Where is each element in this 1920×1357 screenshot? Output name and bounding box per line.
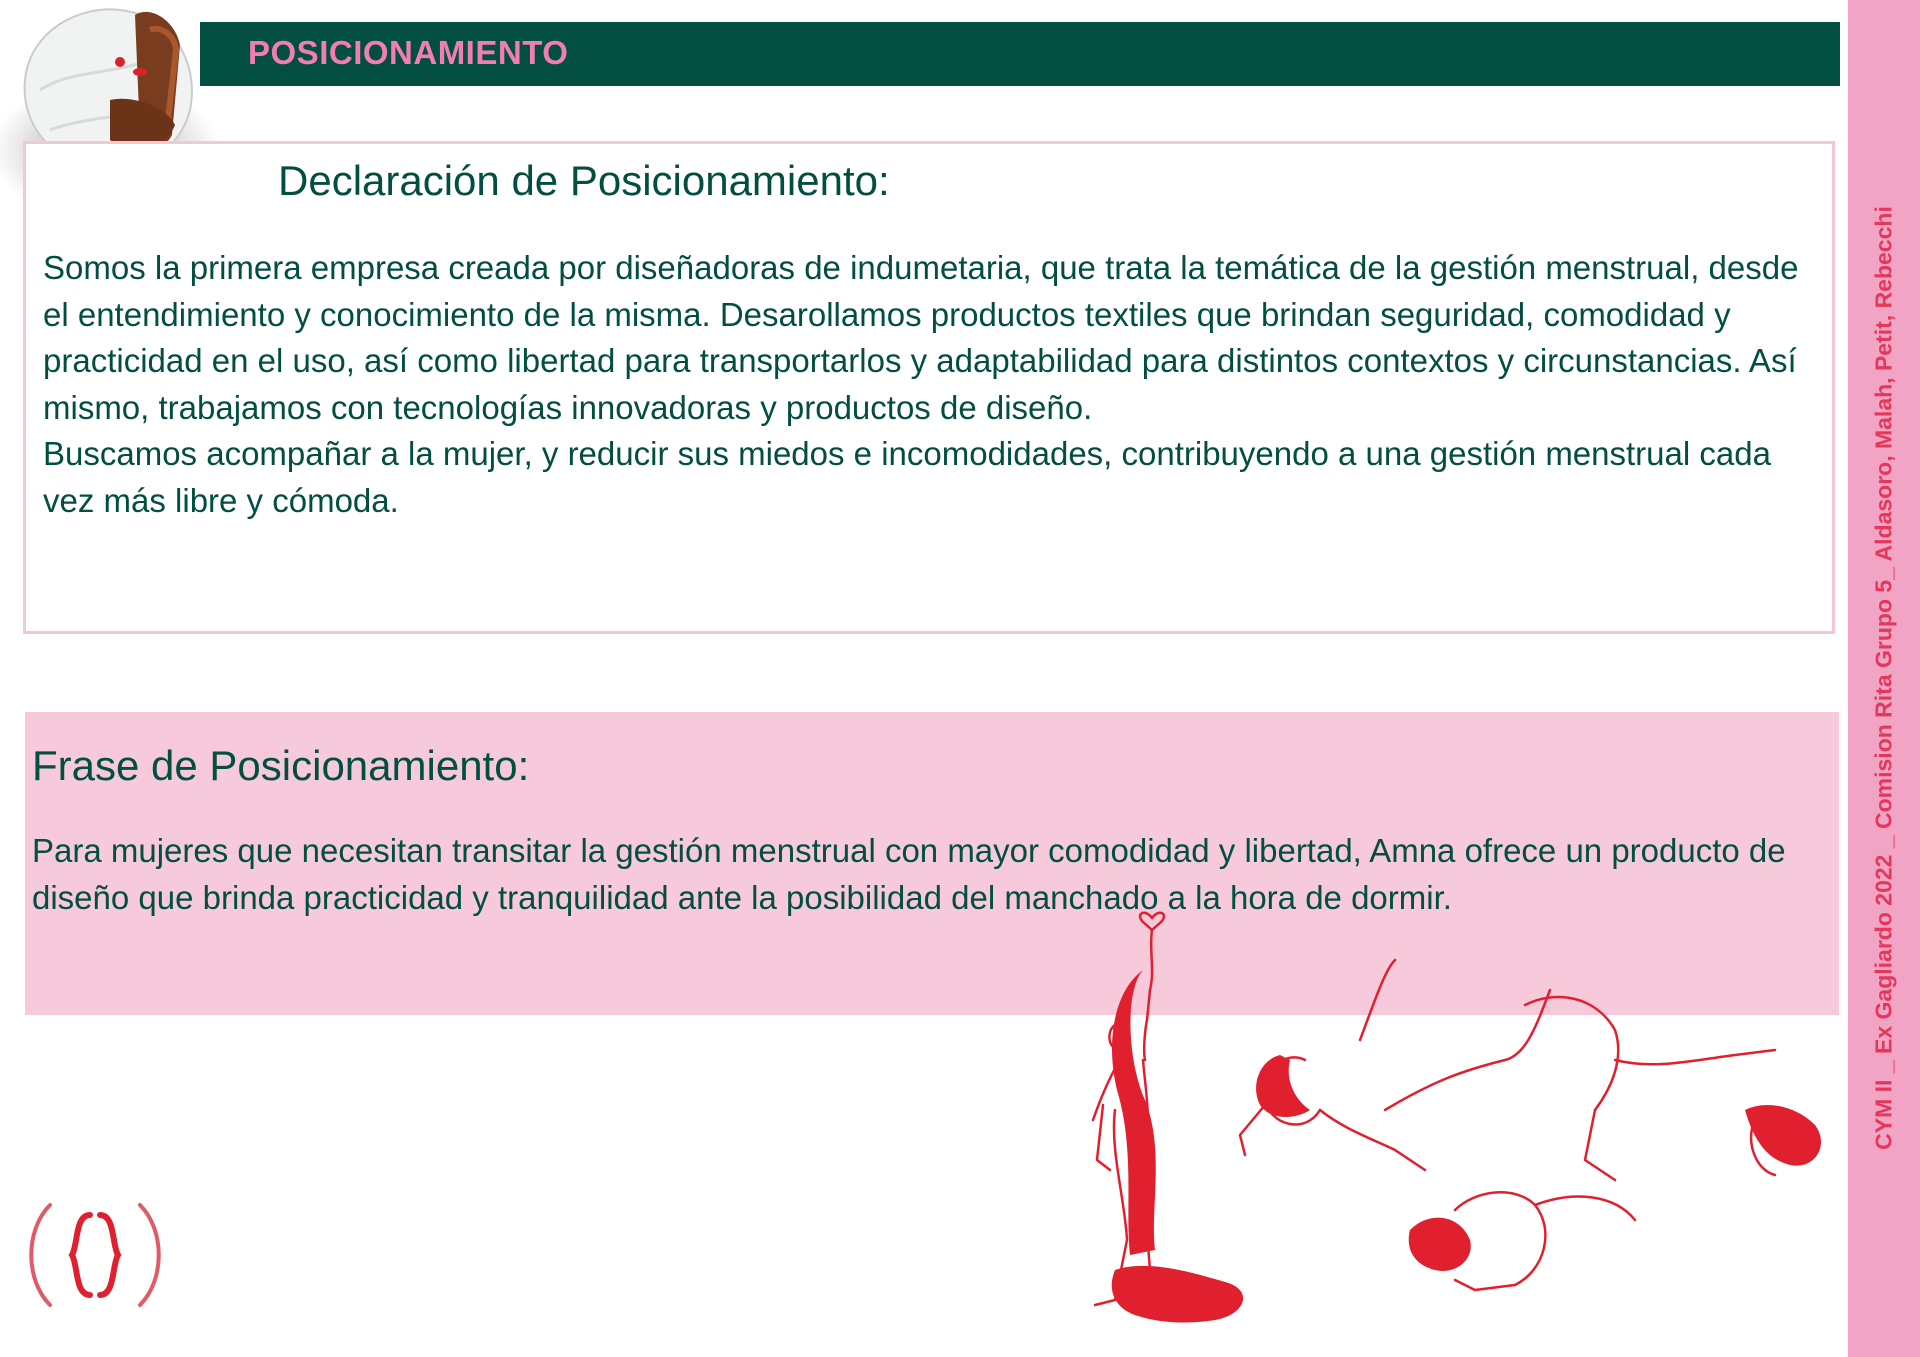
women-illustration [1055, 910, 1845, 1350]
brand-logo-icon [20, 1200, 170, 1310]
declaracion-paragraph: Somos la primera empresa creada por diseñadoras de indumetaria, que trata la temática de la gestión menstrual, desde el entendimiento y conocimiento de la misma. Desarollamos productos textiles que brindan seguridad, comodidad y practicidad en el uso, así como libertad para transportarlos y adaptabilidad para distintos contextos y circunstancias. Así mismo, trabajamos con tecnologías innovadoras y productos de diseño. [43, 249, 1799, 426]
frase-body: Para mujeres que necesitan transitar la gestión menstrual con mayor comodidad y libertad, Amna ofrece un producto de diseño que brinda practicidad y tranquilidad ante la posibilidad del manchado a la hora de dormir. [32, 832, 1786, 916]
frase-title: Frase de Posicionamiento: [32, 742, 530, 789]
page-title: POSICIONAMIENTO [248, 34, 569, 71]
declaracion-paragraph: Buscamos acompañar a la mujer, y reducir sus miedos e incomodidades, contribuyendo a una gestión menstrual cada vez más libre y cómoda. [43, 435, 1771, 519]
credit-text: CYM II _ Ex Gagliardo 2022 _ Comision Rita Grupo 5_ Aldasoro, Malah, Petit, Rebecchi [1870, 206, 1897, 1150]
declaracion-body [43, 245, 1823, 524]
declaracion-title: Declaración de Posicionamiento: [278, 157, 890, 204]
